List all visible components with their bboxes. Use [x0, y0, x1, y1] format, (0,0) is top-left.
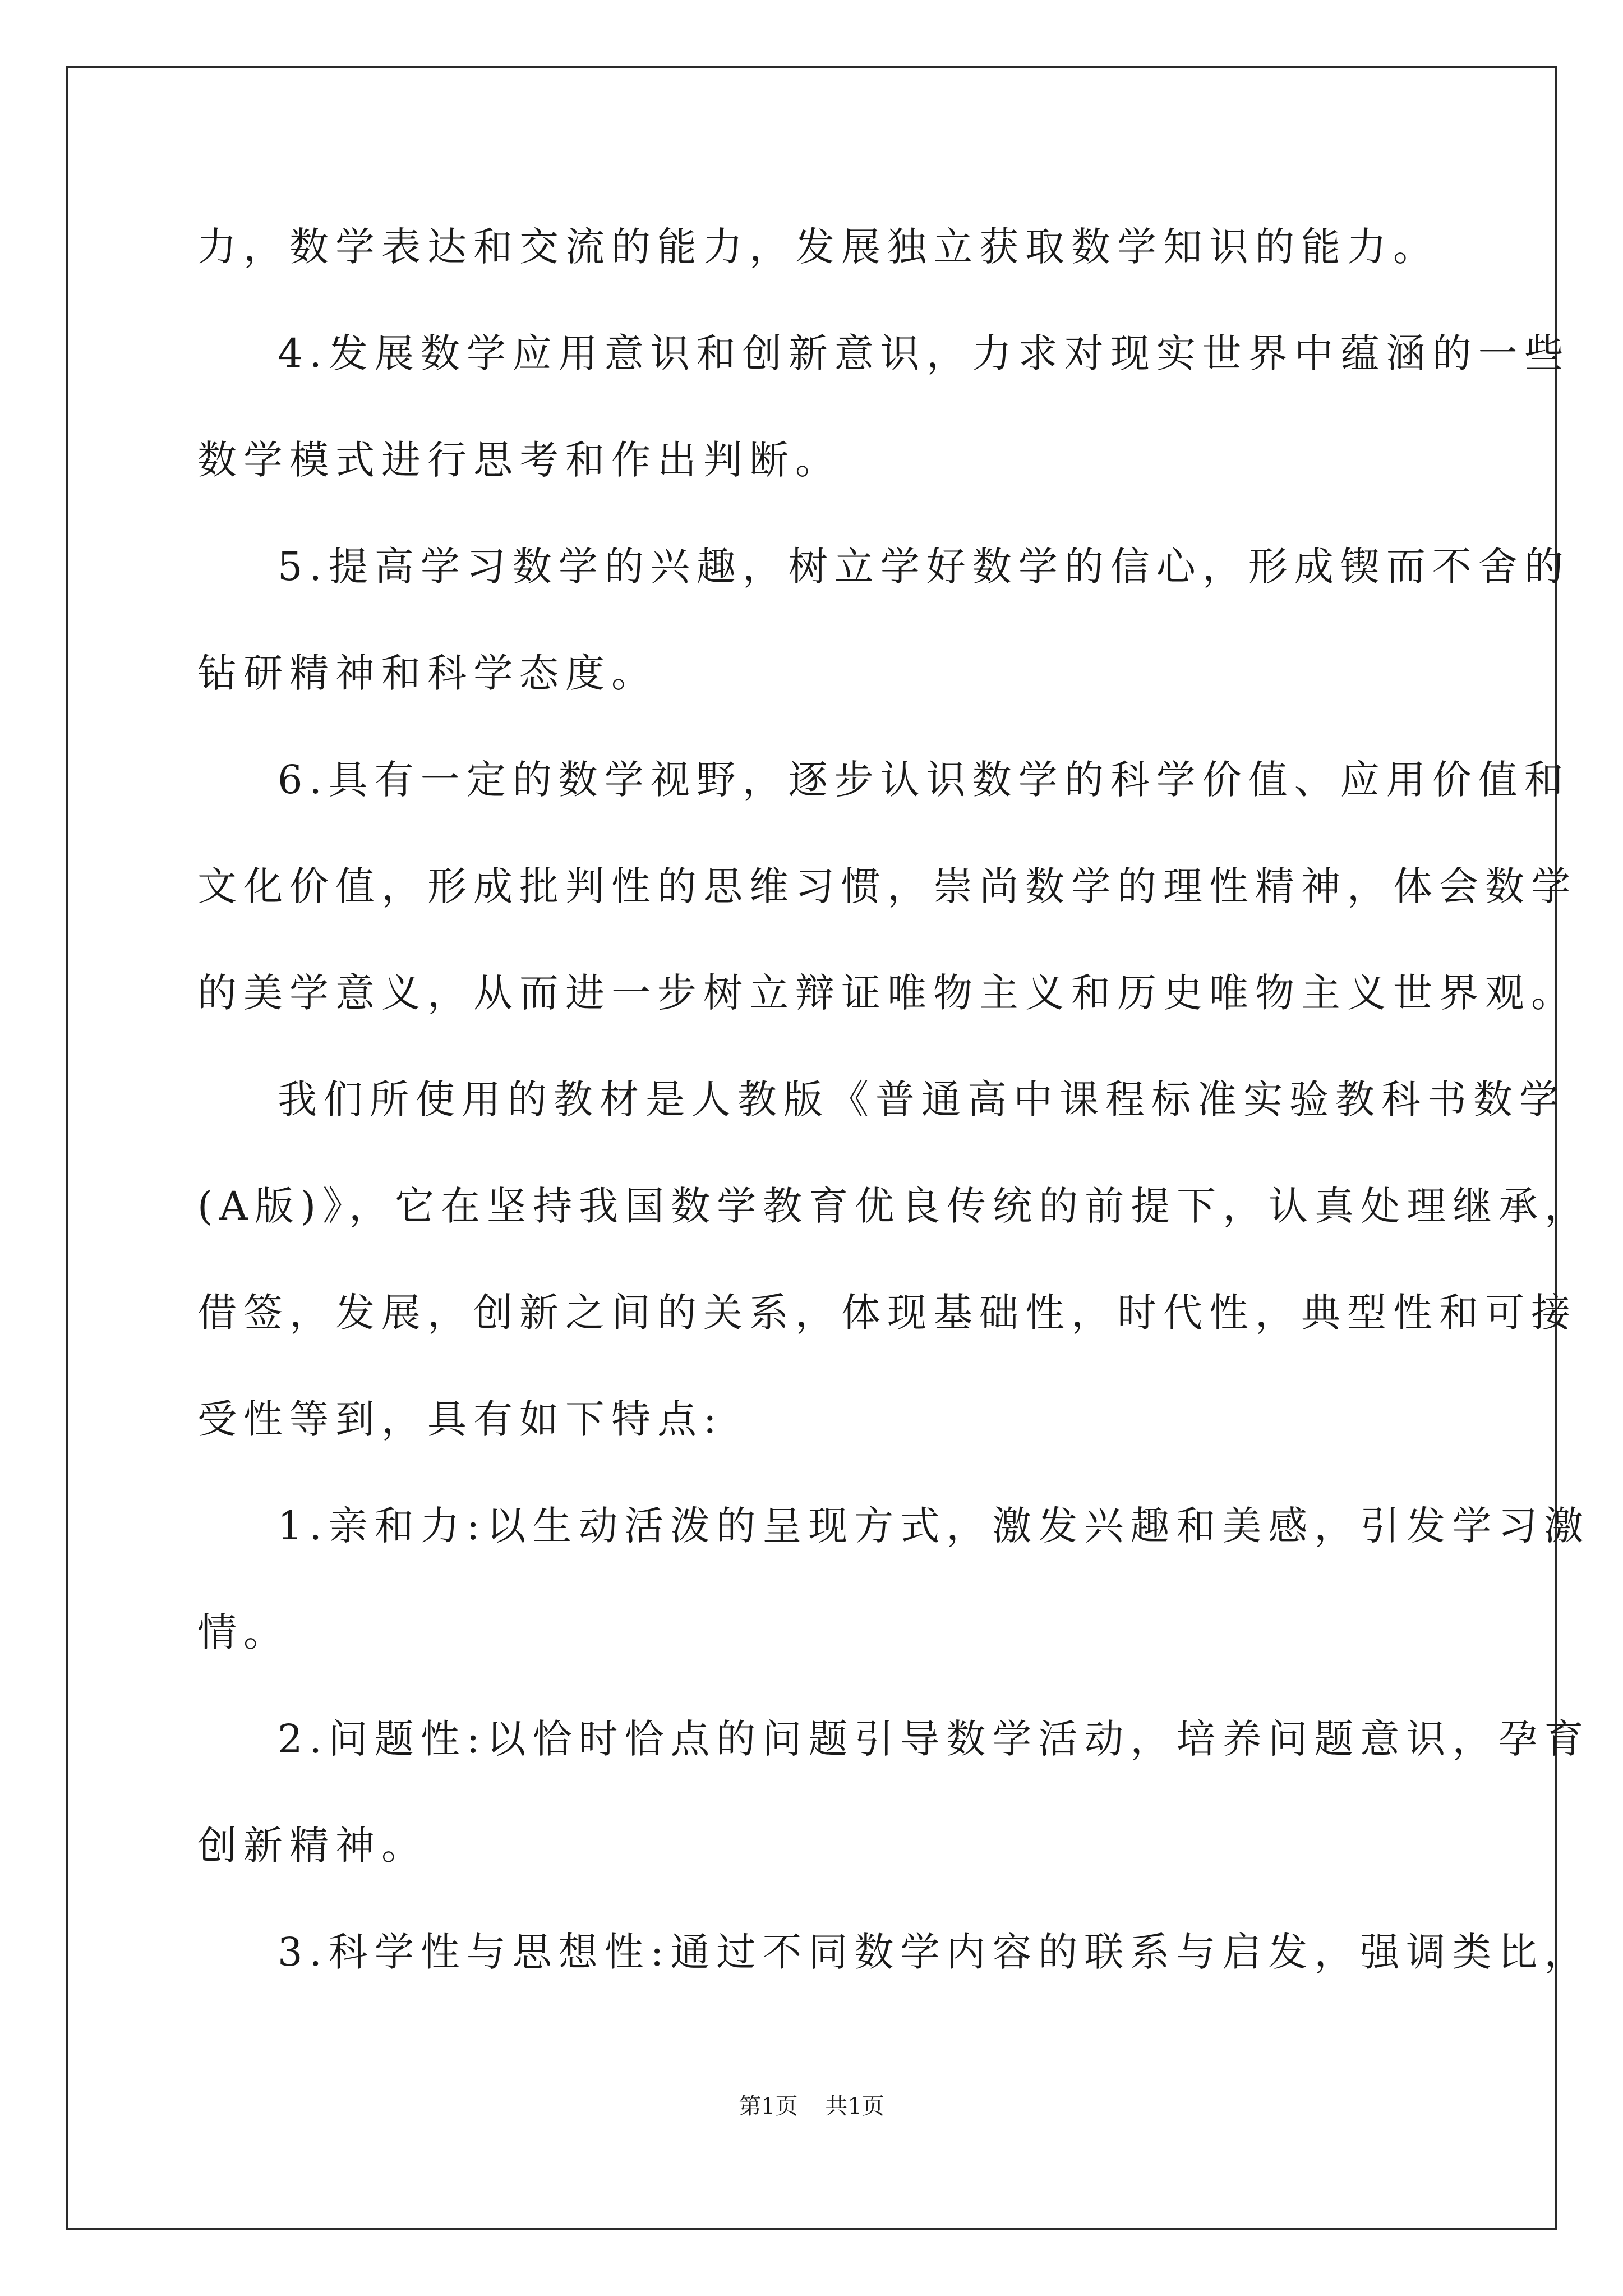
page-total: 共1页 — [825, 2093, 884, 2119]
text-line: 创新精神。 — [197, 1823, 427, 1869]
page-number: 第1页 — [739, 2093, 798, 2119]
text-line: (A版)》，它在坚持我国数学教育优良传统的前提下，认真处理继承， — [197, 1183, 1591, 1229]
text-line: 的美学意义，从而进一步树立辩证唯物主义和历史唯物主义世界观。 — [197, 970, 1577, 1016]
text-line: 4.发展数学应用意识和创新意识，力求对现实世界中蕴涵的一些 — [278, 330, 1570, 376]
text-line: 我们所使用的教材是人教版《普通高中课程标准实验教科书数学 — [278, 1076, 1565, 1122]
text-line: 5.提高学习数学的兴趣，树立学好数学的信心，形成锲而不舍的 — [278, 544, 1570, 590]
text-line: 钻研精神和科学态度。 — [197, 650, 657, 696]
text-line: 情。 — [197, 1609, 289, 1655]
text-line: 力，数学表达和交流的能力，发展独立获取数学知识的能力。 — [197, 224, 1439, 270]
text-line: 3.科学性与思想性:通过不同数学内容的联系与启发，强调类比， — [278, 1929, 1590, 1975]
page-border — [66, 66, 1557, 2230]
text-line: 文化价值，形成批判性的思维习惯，崇尚数学的理性精神，体会数学 — [197, 863, 1577, 909]
text-line: 1.亲和力:以生动活泼的呈现方式，激发兴趣和美感，引发学习激 — [278, 1503, 1590, 1549]
text-line: 受性等到，具有如下特点: — [197, 1396, 723, 1442]
text-line: 2.问题性:以恰时恰点的问题引导数学活动，培养问题意识，孕育 — [278, 1716, 1590, 1762]
text-line: 借签，发展，创新之间的关系，体现基础性，时代性，典型性和可接 — [197, 1290, 1577, 1336]
page-footer — [0, 2090, 1623, 2123]
text-line: 数学模式进行思考和作出判断。 — [197, 437, 841, 483]
text-line: 6.具有一定的数学视野，逐步认识数学的科学价值、应用价值和 — [278, 757, 1570, 803]
